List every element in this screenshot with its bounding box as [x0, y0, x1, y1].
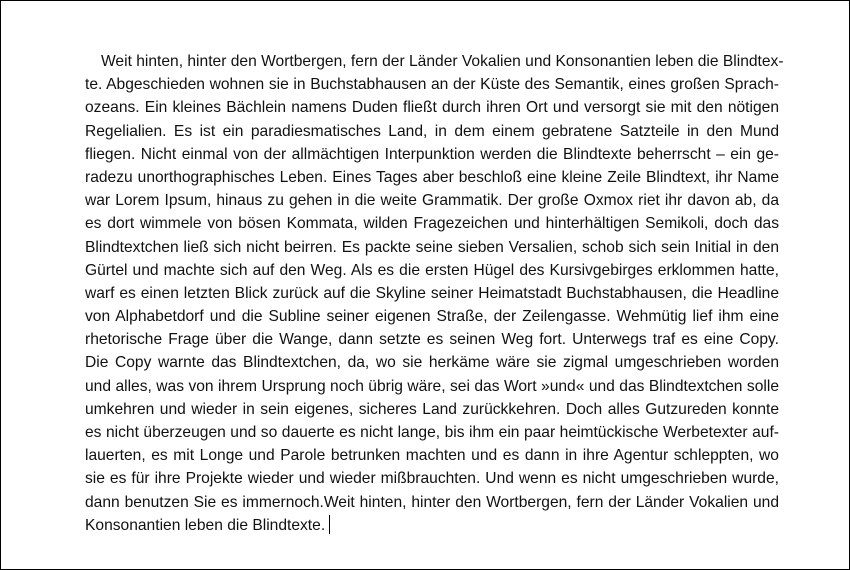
- text-line: warf es einen letzten Blick zurück auf die Skyline seiner Heimatstadt Buchstabhausen, die Headline: [85, 284, 779, 302]
- text-line: es dort wimmele von bösen Kommata, wilden Fragezeichen und hinterhältigen Semikoli, doch das: [85, 215, 779, 233]
- text-line: und alles, was von ihrem Ursprung noch übrig wäre, sei das Wort »und« und das Blindtextchen solle: [85, 377, 779, 395]
- text-line: radezu unorthographisches Leben. Eines Tages aber beschloß eine kleine Zeile Blindtext, ihr Name: [85, 168, 779, 186]
- text-line: ozeans. Ein kleines Bächlein namens Duden fließt durch ihren Ort und versorgt sie mit den nötigen: [85, 99, 779, 117]
- text-line: fliegen. Nicht einmal von der allmächtigen Interpunktion werden die Blindtexte beherrscht – ein ge-: [85, 145, 779, 163]
- text-line: dann benutzen Sie es immernoch.Weit hinten, hinter den Wortbergen, fern der Länder Vokalien und: [85, 493, 779, 511]
- text-line: Die Copy warnte das Blindtextchen, da, wo sie herkäme wäre sie zigmal umgeschrieben worden: [85, 354, 779, 372]
- text-line: von Alphabetdorf und die Subline seiner eigenen Straße, der Zeilengasse. Wehmütig lief ihm eine: [85, 308, 779, 326]
- text-line: Weit hinten, hinter den Wortbergen, fern der Länder Vokalien und Konsonantien leben die Blindtex-: [101, 53, 784, 70]
- text-line: umkehren und wieder in sein eigenes, sicheres Land zurückkehren. Doch alles Gutzureden konnte: [85, 400, 779, 418]
- text-line: es nicht überzeugen und so dauerte es nicht lange, bis ihm ein paar heimtückische Werbetexter auf-: [85, 424, 779, 441]
- text-line-content: Konsonantien leben die Blindtexte.: [85, 516, 326, 534]
- text-line: lauerten, es mit Longe und Parole betrunken machten und es dann in ihre Agentur schleppten, wo: [85, 447, 779, 465]
- text-line-last: [85, 514, 779, 537]
- text-line: sie es für ihre Projekte wieder und wieder mißbrauchten. Und wenn es nicht umgeschrieben wurde,: [85, 470, 779, 488]
- text-line: Regelialien. Es ist ein paradiesmatisches Land, in dem einem gebratene Satzteile in den Mund: [85, 122, 779, 140]
- text-cursor: [329, 515, 330, 534]
- text-line: rhetorische Frage über die Wange, dann setzte es seinen Weg fort. Unterwegs traf es eine Copy.: [85, 331, 779, 349]
- text-line: Blindtextchen ließ sich nicht beirren. Es packte seine sieben Versalien, schob sich sein Initial in den: [85, 238, 779, 256]
- text-line: Gürtel und machte sich auf den Weg. Als es die ersten Hügel des Kursivgebirges erklommen hatte,: [85, 261, 779, 279]
- text-line: war Lorem Ipsum, hinaus zu gehen in die weite Grammatik. Der große Oxmox riet ihr davon ab, da: [85, 192, 779, 210]
- text-line: te. Abgeschieden wohnen sie in Buchstabhausen an der Küste des Semantik, eines großen Sprach-: [85, 76, 779, 94]
- text-editor-area[interactable]: [85, 50, 784, 537]
